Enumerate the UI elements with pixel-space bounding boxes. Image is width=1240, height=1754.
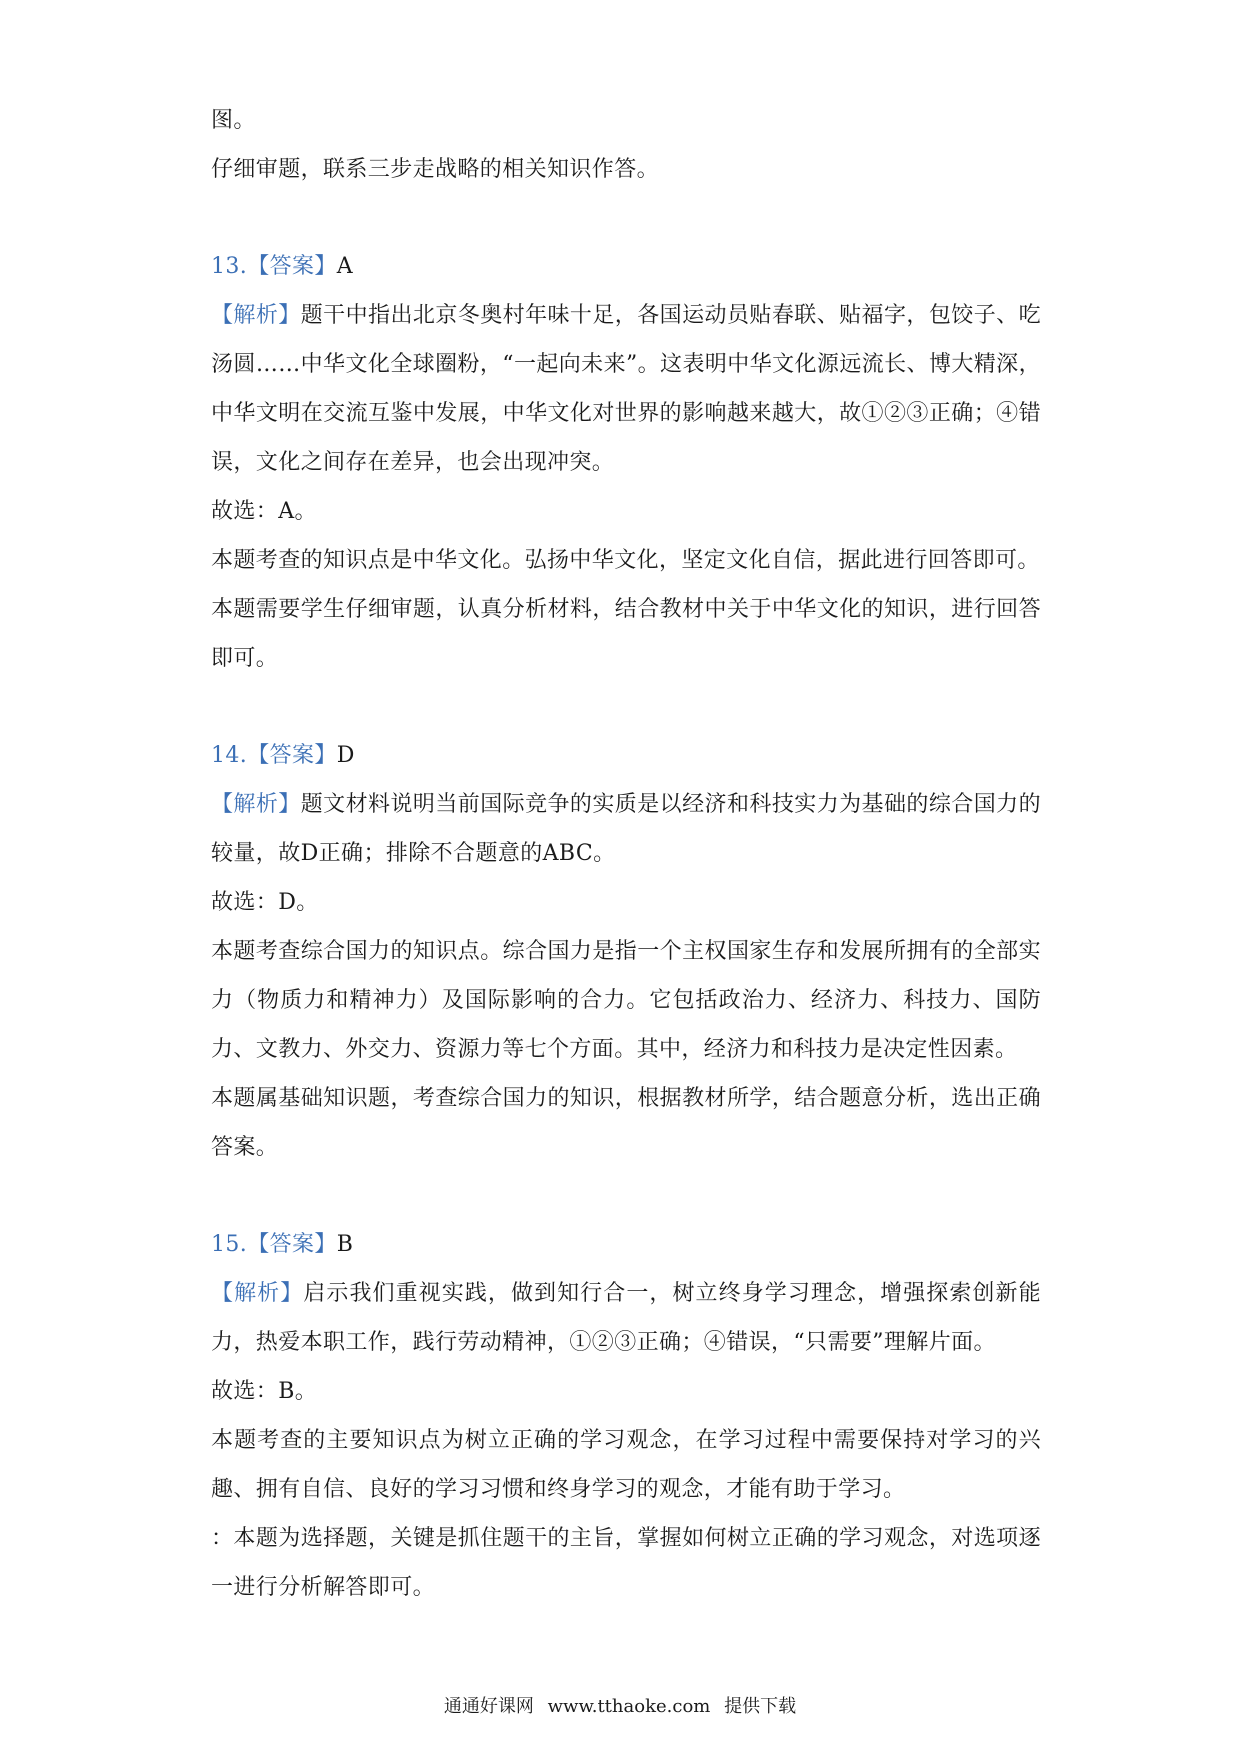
q14-choice: 故选：D。 [211, 890, 319, 915]
q15-number: 15. [211, 1232, 248, 1257]
intro-line-1: 图。 [211, 108, 256, 133]
q15-analysis-tag: 【解析】 [211, 1281, 304, 1306]
q13-analysis-text: 题干中指出北京冬奥村年味十足，各国运动员贴春联、贴福字，包饺子、吃汤圆……中华文化全球圈粉，“一起向未来”。这表明中华文化源远流长、博大精深，中华文明在交流互鉴中发展，中华文化对世界的影响越来越大，故①②③正确；④错误，文化之间存在差异，也会出现冲突。 [211, 303, 1041, 475]
q14-analysis-tag: 【解析】 [211, 792, 301, 817]
q14-analysis [211, 780, 1041, 878]
q15-knowledge: 本题考查的主要知识点为树立正确的学习观念，在学习过程中需要保持对学习的兴趣、拥有自信、良好的学习习惯和终身学习的观念，才能有助于学习。 [211, 1428, 1041, 1502]
q14-analysis-text: 题文材料说明当前国际竞争的实质是以经济和科技实力为基础的综合国力的较量，故D正确；排除不合题意的ABC。 [211, 792, 1041, 866]
q15-answer-tag: 【答案】 [247, 1232, 337, 1257]
q14-answer: D [336, 743, 355, 768]
q13-answer-line [211, 242, 1041, 291]
intro-line-2: 仔细审题，联系三步走战略的相关知识作答。 [211, 157, 660, 182]
document-body [211, 96, 1041, 1612]
q14-knowledge: 本题考查综合国力的知识点。综合国力是指一个主权国家生存和发展所拥有的全部实力（物质力和精神力）及国际影响的合力。它包括政治力、经济力、科技力、国防力、文教力、外交力、资源力等七个方面。其中，经济力和科技力是决定性因素。 [211, 939, 1041, 1062]
q14-answer-line [211, 731, 1041, 780]
footer-url[interactable]: www.tthaoke.com [547, 1696, 711, 1717]
q13-analysis-tag: 【解析】 [211, 303, 301, 328]
q13-answer-tag: 【答案】 [247, 254, 337, 279]
page-footer [0, 1692, 1240, 1718]
q14-tip: 本题属基础知识题，考查综合国力的知识，根据教材所学，结合题意分析，选出正确答案。 [211, 1086, 1041, 1160]
q15-choice: 故选：B。 [211, 1379, 318, 1404]
q14-number: 14. [211, 743, 248, 768]
q15-answer-line [211, 1220, 1041, 1269]
q13-tip: 本题需要学生仔细审题，认真分析材料，结合教材中关于中华文化的知识，进行回答即可。 [211, 597, 1041, 671]
q15-analysis [211, 1269, 1041, 1367]
q15-analysis-text: 启示我们重视实践，做到知行合一，树立终身学习理念，增强探索创新能力，热爱本职工作，践行劳动精神，①②③正确；④错误，“只需要”理解片面。 [211, 1281, 1041, 1355]
q13-knowledge: 本题考查的知识点是中华文化。弘扬中华文化，坚定文化自信，据此进行回答即可。 [211, 548, 1040, 573]
footer-site-name: 通通好课网 [443, 1696, 534, 1717]
q15-tip: ：本题为选择题，关键是抓住题干的主旨，掌握如何树立正确的学习观念，对选项逐一进行分析解答即可。 [211, 1526, 1041, 1600]
q15-answer: B [336, 1232, 354, 1257]
footer-suffix: 提供下载 [724, 1696, 797, 1717]
q14-answer-tag: 【答案】 [247, 743, 337, 768]
q13-answer: A [336, 254, 354, 279]
q13-number: 13. [211, 254, 248, 279]
q13-analysis [211, 291, 1041, 487]
q13-choice: 故选：A。 [211, 499, 317, 524]
